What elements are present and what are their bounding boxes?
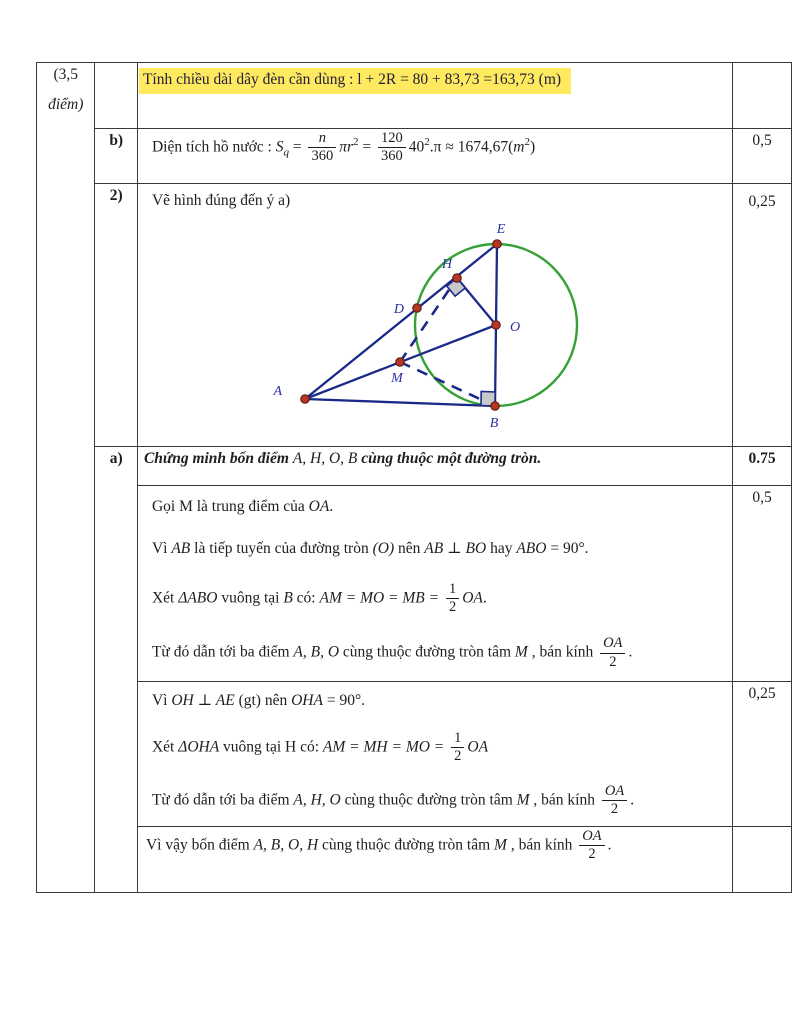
proof-line: Vì AB là tiếp tuyến của đường tròn (O) nên AB ⊥ BO hay ABO = 90°. — [151, 540, 589, 558]
text-segment: ) — [530, 138, 536, 156]
proof-line: Xét ΔOHA vuông tại H có: AM = MH = MO = $\frac{1}{2}$ OA — [151, 730, 489, 765]
score-cell: 0,25 — [733, 184, 792, 447]
conclusion-cell — [137, 827, 732, 893]
label-M: M — [391, 370, 403, 386]
fraction: $\frac{1}{2}$ — [446, 582, 459, 615]
score-cell — [733, 827, 792, 893]
proof-line: Từ đó dẫn tới ba điểm A, B, O cùng thuộc đường tròn tâm M , bán kính $\frac{OA}{2}$ . — [151, 635, 633, 670]
table-row — [37, 486, 792, 682]
text-segment: Chứng minh bốn điểm — [143, 450, 293, 467]
question-score-cell — [37, 63, 95, 893]
formula-cell — [137, 129, 732, 184]
math-segment: πr — [339, 138, 354, 156]
superscript: 2 — [353, 136, 359, 149]
part-label-b: b) — [95, 129, 137, 184]
point-H — [453, 274, 461, 282]
superscript: 2 — [524, 136, 530, 149]
highlighted-answer-text: Tính chiều dài dây đèn cần dùng : l + 2R = 80 + 83,73 =163,73 (m) — [139, 68, 571, 94]
answer-table — [36, 62, 792, 893]
part-label-2: 2) — [95, 184, 137, 447]
point-M — [396, 358, 404, 366]
table-row — [37, 682, 792, 827]
fraction: $\frac{1}{2}$ — [451, 731, 464, 764]
proof-line: Xét ΔABO vuông tại B có: AM = MO = MB = $\frac{1}{2}$ OA. — [151, 580, 487, 615]
point-E — [493, 240, 501, 248]
proof-line: Vì OH ⊥ AE (gt) nên OHA = 90°. — [151, 692, 366, 710]
fraction: $\frac{OA}{2}$ — [602, 784, 627, 817]
label-D: D — [393, 301, 404, 317]
score-cell: 0,5 — [733, 129, 792, 184]
label-O: O — [509, 319, 521, 335]
label-B: B — [489, 415, 499, 431]
score-cell: 0,5 — [733, 486, 792, 682]
superscript: 2 — [424, 136, 430, 149]
score-cell — [733, 63, 792, 129]
math-segment: m — [513, 138, 525, 156]
table-row — [37, 184, 792, 447]
fraction: $\frac{120}{360}$ — [378, 131, 406, 164]
question-points-line1: (3,5 — [53, 66, 78, 83]
fraction: $\frac{n}{360}$ — [308, 131, 336, 164]
point-A — [301, 395, 309, 403]
proof-step-cell — [137, 682, 732, 827]
math-segment: .π ≈ 1674,67( — [429, 138, 514, 156]
figure-caption: Vẽ hình đúng đến ý a) — [151, 192, 291, 209]
score-cell: 0.75 — [733, 447, 792, 486]
text-segment: Diện tích hồ nước : — [151, 138, 276, 156]
subscript: q — [283, 146, 289, 159]
question-points-line2: điểm) — [48, 95, 84, 113]
proof-step-cell — [137, 486, 732, 682]
math-segment: = — [358, 138, 376, 156]
highlight-cell — [137, 63, 732, 129]
proof-line: Vì vậy bốn điểm A, B, O, H cùng thuộc đường tròn tâm M , bán kính $\frac{OA}{2}$ . — [145, 828, 612, 863]
empty-label-cell — [95, 63, 137, 129]
part-label-a: a) — [95, 447, 137, 893]
score-cell: 0,25 — [733, 682, 792, 827]
label-E: E — [496, 221, 506, 237]
label-H: H — [441, 256, 452, 272]
math-segment: S — [275, 138, 284, 156]
math-segment: = — [288, 138, 306, 156]
table-row — [37, 63, 792, 129]
dashed-line-MH — [400, 278, 457, 362]
point-B — [491, 402, 499, 410]
text-segment: cùng thuộc một đường tròn. — [357, 450, 542, 467]
geometry-diagram — [144, 214, 721, 444]
proof-heading — [137, 447, 732, 486]
label-A: A — [273, 383, 282, 399]
proof-line: Từ đó dẫn tới ba điểm A, H, O cùng thuộc đường tròn tâm M , bán kính $\frac{OA}{2}$ . — [151, 782, 635, 817]
table-row — [37, 827, 792, 893]
math-segment: A, H, O, B — [292, 450, 358, 467]
proof-line: Gọi M là trung điểm của OA. — [151, 498, 334, 516]
fraction: $\frac{OA}{2}$ — [579, 829, 604, 862]
fraction: $\frac{OA}{2}$ — [600, 636, 625, 669]
table-row — [37, 129, 792, 184]
point-D — [413, 304, 421, 312]
table-row — [37, 447, 792, 486]
math-segment: 40 — [408, 138, 425, 156]
point-O — [492, 321, 500, 329]
figure-cell — [137, 184, 732, 447]
